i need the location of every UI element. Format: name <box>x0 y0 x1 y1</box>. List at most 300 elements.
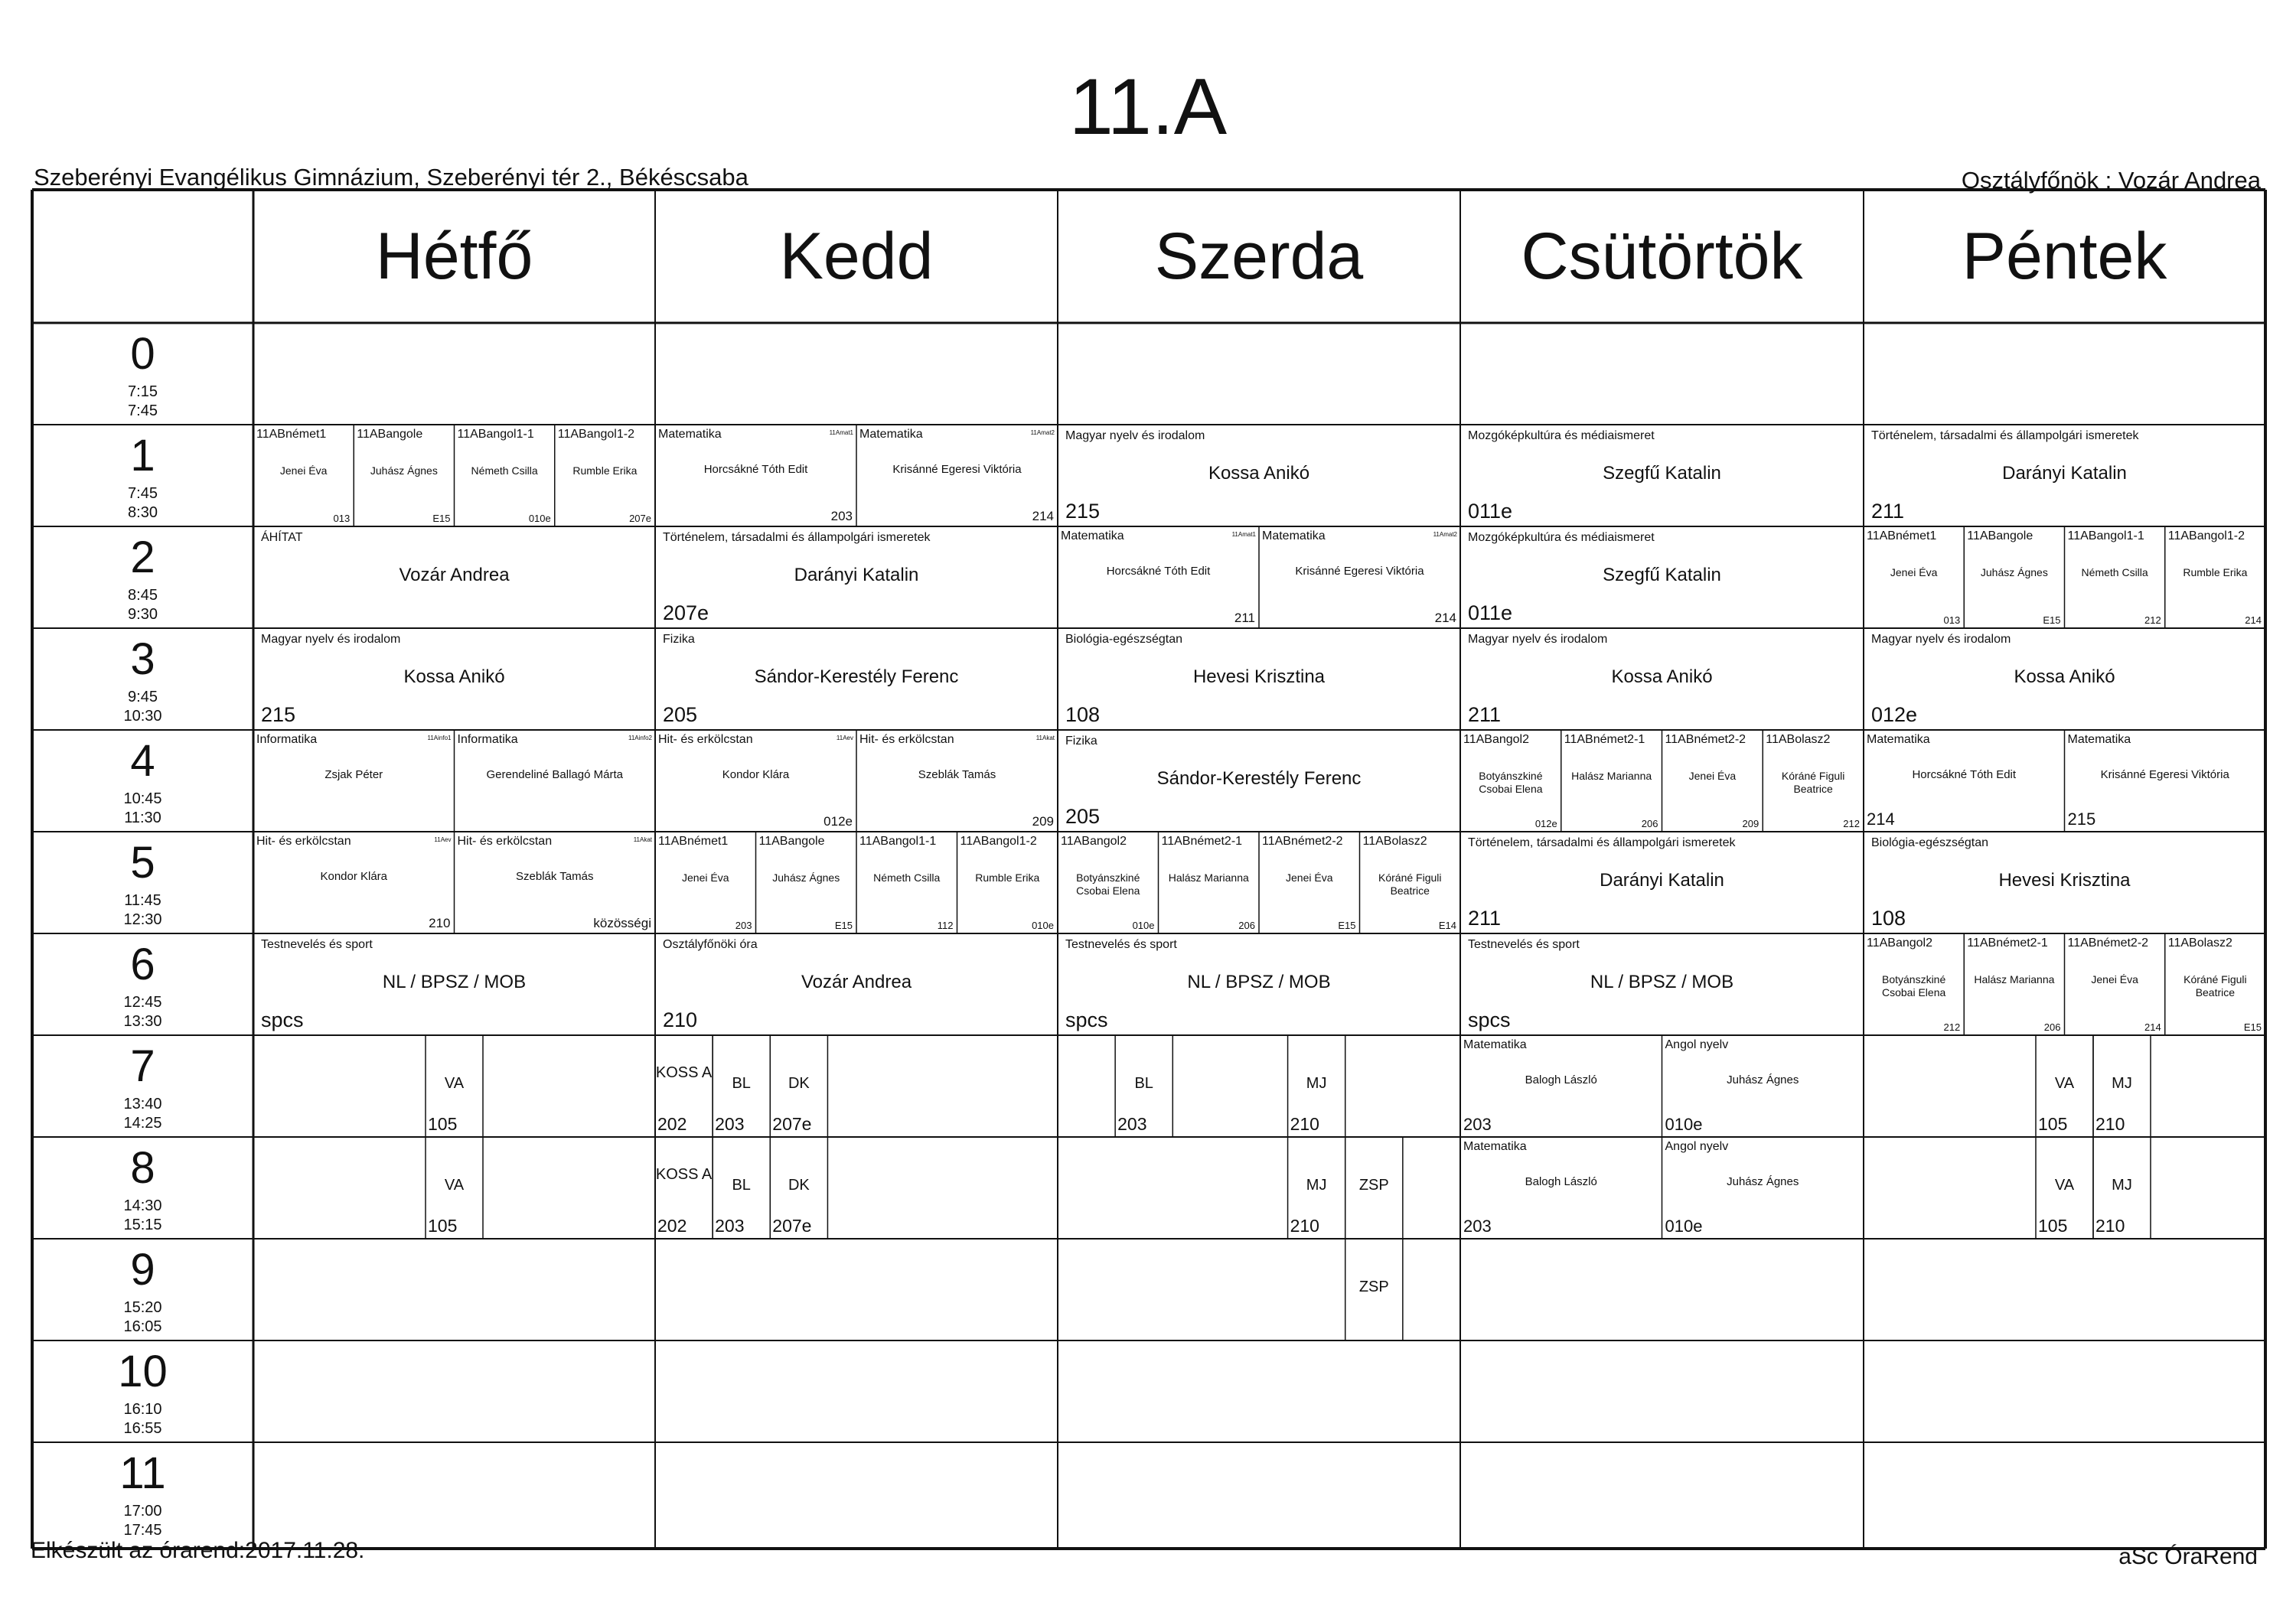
lesson-cell <box>1460 628 1864 730</box>
group-teacher: Jenei Éva <box>1890 566 1938 578</box>
group-name: Matematika <box>658 428 722 441</box>
lesson-room: 211 <box>1468 703 1502 726</box>
group-cell <box>1360 832 1461 933</box>
period-label <box>32 832 253 933</box>
group-room: 203 <box>1463 1115 1492 1134</box>
day-header-4: Péntek <box>1962 219 2167 293</box>
slot-room: 203 <box>1117 1114 1147 1134</box>
period-label <box>32 1239 253 1341</box>
group-cell <box>1662 730 1763 832</box>
period-number: 4 <box>130 736 155 786</box>
group-room: 214 <box>1867 810 1895 829</box>
group-cell <box>455 832 656 933</box>
slot-cell <box>770 1137 827 1239</box>
period-number: 3 <box>130 634 155 684</box>
lesson-subject: Magyar nyelv és irodalom <box>1468 633 1608 646</box>
slot-room: 202 <box>657 1216 687 1236</box>
group-room: 206 <box>1641 818 1658 829</box>
group-name: 11ABangol1-1 <box>859 835 937 848</box>
slot-teacher: MJ <box>2112 1075 2132 1092</box>
group-room: E15 <box>2043 614 2061 626</box>
lesson-room: spcs <box>261 1008 304 1031</box>
group-cell <box>354 425 454 526</box>
period-end-time: 16:55 <box>123 1420 162 1437</box>
group-teacher: Jenei Éva <box>1688 770 1737 782</box>
group-room: 214 <box>1032 509 1054 523</box>
group-cell <box>253 425 354 526</box>
lesson-subject: Osztályfőnöki óra <box>663 938 758 951</box>
lesson-room: 205 <box>1065 805 1101 828</box>
group-name: 11ABolasz2 <box>1362 835 1427 848</box>
group-cell <box>1259 526 1460 628</box>
slot-teacher: KOSS A <box>655 1166 713 1183</box>
slot-teacher: MJ <box>1306 1177 1327 1194</box>
lesson-room: 210 <box>663 1008 698 1031</box>
group-room: 010e <box>1032 920 1054 931</box>
group-name: 11ABnémet1 <box>256 428 327 441</box>
group-cell <box>1964 933 2064 1035</box>
group-teacher: Kóráné Figuli Beatrice <box>2183 973 2247 998</box>
group-cell <box>1058 832 1159 933</box>
day-header-1: Kedd <box>779 219 934 293</box>
lesson-room: 108 <box>1065 703 1101 726</box>
group-cell <box>655 425 856 526</box>
slot-cell <box>426 1035 483 1137</box>
period-end-time: 11:30 <box>124 810 161 826</box>
period-label <box>32 1442 253 1544</box>
group-cell <box>2065 526 2165 628</box>
group-teacher: Jenei Éva <box>2091 973 2138 985</box>
period-end-time: 17:45 <box>123 1522 162 1539</box>
period-start-time: 14:30 <box>123 1197 162 1214</box>
group-cell <box>1864 933 1964 1035</box>
period-start-time: 9:45 <box>128 689 158 705</box>
head-teacher: Osztályfőnök : Vozár Andrea <box>1961 167 2261 194</box>
group-cell <box>1460 730 1561 832</box>
period-number: 5 <box>130 838 155 888</box>
slot-teacher: VA <box>2054 1177 2075 1194</box>
lesson-room: spcs <box>1065 1008 1108 1031</box>
lesson-room: 012e <box>1871 703 1918 726</box>
group-teacher: Zsjak Péter <box>325 768 383 781</box>
period-start-time: 10:45 <box>123 790 162 807</box>
day-header-0: Hétfő <box>375 219 533 293</box>
group-cell <box>253 730 455 832</box>
slot-room: 210 <box>1290 1114 1319 1134</box>
group-room: 203 <box>735 920 752 931</box>
page-title: 11.A <box>1068 63 1228 151</box>
group-name: 11ABangol2 <box>1061 835 1127 848</box>
group-room: 012e <box>823 814 853 829</box>
period-number: 2 <box>130 533 155 582</box>
lesson-cell <box>1058 628 1460 730</box>
slot-teacher: DK <box>788 1177 810 1194</box>
group-cell <box>655 832 756 933</box>
group-name: Informatika <box>256 733 318 746</box>
lesson-subject: Testnevelés és sport <box>1065 938 1177 951</box>
slot-room: 105 <box>428 1216 458 1236</box>
group-name: 11ABnémet2-1 <box>1564 733 1645 746</box>
lesson-teacher: Vozár Andrea <box>399 565 510 585</box>
lesson-subject: Fizika <box>663 633 695 646</box>
group-room: 214 <box>2245 614 2262 626</box>
lesson-cell <box>1058 933 1460 1035</box>
group-cell <box>1058 526 1259 628</box>
period-number: 9 <box>130 1245 155 1295</box>
period-number: 8 <box>130 1143 155 1193</box>
lesson-subject: Történelem, társadalmi és állampolgári ismeretek <box>663 531 931 544</box>
day-header-2: Szerda <box>1154 219 1364 293</box>
group-teacher: Halász Marianna <box>1974 973 2055 985</box>
group-teacher: Balogh László <box>1525 1073 1597 1086</box>
lesson-subject: Testnevelés és sport <box>1468 938 1580 951</box>
group-cell <box>1561 730 1662 832</box>
group-name: Informatika <box>457 733 518 746</box>
group-teacher: Juhász Ágnes <box>370 464 438 477</box>
group-name: Matematika <box>1262 529 1326 542</box>
group-cell <box>455 730 656 832</box>
group-name: 11ABangol1-2 <box>960 835 1037 848</box>
group-name: Matematika <box>1463 1140 1527 1153</box>
slot-teacher: VA <box>444 1075 465 1092</box>
group-room: 010e <box>1665 1115 1703 1134</box>
lesson-cell <box>253 933 655 1035</box>
lesson-teacher: NL / BPSZ / MOB <box>1187 972 1331 992</box>
group-cell <box>1763 730 1864 832</box>
period-end-time: 10:30 <box>123 708 162 725</box>
lesson-room: 215 <box>1065 500 1101 523</box>
group-teacher: Rumble Erika <box>975 871 1040 884</box>
group-teacher: Rumble Erika <box>2183 566 2248 578</box>
lesson-teacher: NL / BPSZ / MOB <box>382 972 527 992</box>
group-name: 11ABolasz2 <box>2167 937 2232 950</box>
group-cell <box>856 730 1058 832</box>
group-room: 203 <box>1463 1217 1492 1236</box>
slot-cell <box>1288 1035 1345 1137</box>
lesson-teacher: Vozár Andrea <box>801 972 912 992</box>
period-end-time: 12:30 <box>123 911 162 928</box>
group-room: 212 <box>2144 614 2161 626</box>
group-room: 209 <box>1032 814 1054 829</box>
group-room: 210 <box>429 916 451 930</box>
lesson-cell <box>1460 425 1864 526</box>
slot-teacher: BL <box>1134 1075 1153 1092</box>
lesson-subject: Történelem, társadalmi és állampolgári ismeretek <box>1468 836 1736 849</box>
group-room: 203 <box>830 509 853 523</box>
slot-cell <box>655 1137 713 1239</box>
group-teacher: Gerendeliné Ballagó Márta <box>486 768 623 781</box>
group-name: Hit- és erkölcstan <box>658 733 753 746</box>
period-label <box>32 933 253 1035</box>
group-cell <box>2065 730 2266 832</box>
group-teacher: Botyánszkiné Csobai Elena <box>1076 871 1140 897</box>
slot-room: 210 <box>2095 1114 2125 1134</box>
group-room: E15 <box>432 513 451 524</box>
group-cell <box>655 730 856 832</box>
group-teacher: Németh Csilla <box>471 464 538 477</box>
group-name: 11ABnémet2-2 <box>1262 835 1343 848</box>
lesson-cell <box>1460 832 1864 933</box>
lesson-cell <box>655 628 1058 730</box>
group-teacher: Horcsákné Tóth Edit <box>703 463 808 476</box>
slot-cell <box>713 1035 770 1137</box>
group-teacher: Juhász Ágnes <box>1727 1175 1799 1188</box>
group-room: 214 <box>1434 611 1456 625</box>
lesson-cell <box>253 526 655 628</box>
lesson-teacher: Kossa Anikó <box>403 666 505 687</box>
group-teacher: Botyánszkiné Csobai Elena <box>1479 770 1543 795</box>
lesson-teacher: NL / BPSZ / MOB <box>1590 972 1734 992</box>
group-name: 11ABangole <box>758 835 825 848</box>
group-room: 212 <box>1943 1021 1961 1033</box>
slot-teacher: MJ <box>1306 1075 1327 1092</box>
lesson-room: 211 <box>1871 500 1905 523</box>
slot-room: 203 <box>715 1216 745 1236</box>
group-cell <box>1662 1137 1864 1239</box>
lesson-teacher: Hevesi Krisztina <box>1998 870 2131 891</box>
lesson-teacher: Sándor-Kerestély Ferenc <box>1156 768 1362 789</box>
slot-room: 105 <box>428 1114 458 1134</box>
group-teacher: Horcsákné Tóth Edit <box>1106 565 1211 578</box>
group-name: Angol nyelv <box>1665 1038 1729 1051</box>
group-name: 11ABnémet1 <box>658 835 729 848</box>
group-code: 11Aev <box>836 735 853 741</box>
group-teacher: Kóráné Figuli Beatrice <box>1378 871 1442 897</box>
lesson-teacher: Szegfű Katalin <box>1603 565 1721 585</box>
group-teacher: Botyánszkiné Csobai Elena <box>1881 973 1946 998</box>
group-teacher: Szeblák Tamás <box>516 870 594 883</box>
period-number: 0 <box>130 329 155 379</box>
slot-cell <box>2093 1137 2151 1239</box>
group-name: Matematika <box>859 428 923 441</box>
group-teacher: Horcsákné Tóth Edit <box>1912 768 2017 781</box>
group-code: 11Aev <box>434 836 452 843</box>
period-label <box>32 1341 253 1442</box>
slot-teacher: MJ <box>2112 1177 2132 1194</box>
school-name: Szeberényi Evangélikus Gimnázium, Szeberényi tér 2., Békéscsaba <box>34 164 748 191</box>
slot-cell <box>1288 1137 1345 1239</box>
group-teacher: Jenei Éva <box>1286 871 1333 884</box>
group-name: Matematika <box>1867 733 1930 746</box>
lesson-teacher: Szegfű Katalin <box>1603 463 1721 484</box>
group-name: Angol nyelv <box>1665 1140 1729 1153</box>
slot-room: 105 <box>2038 1114 2068 1134</box>
lesson-teacher: Sándor-Kerestély Ferenc <box>754 666 959 687</box>
group-cell <box>1460 1035 1662 1137</box>
group-code: 11Amat1 <box>829 429 853 436</box>
period-end-time: 15:15 <box>123 1217 162 1233</box>
group-teacher: Krisánné Egeresi Viktória <box>1295 565 1424 578</box>
group-teacher: Balogh László <box>1525 1175 1597 1188</box>
group-room: 212 <box>1843 818 1860 829</box>
group-name: 11ABangol2 <box>1463 733 1529 746</box>
lesson-subject: Magyar nyelv és irodalom <box>1871 633 2011 646</box>
group-teacher: Kondor Klára <box>320 870 388 883</box>
group-teacher: Krisánné Egeresi Viktória <box>892 463 1022 476</box>
group-name: 11ABangol2 <box>1867 937 1932 950</box>
group-cell <box>1864 730 2065 832</box>
group-teacher: Juhász Ágnes <box>1727 1073 1799 1086</box>
slot-room: 207e <box>772 1216 812 1236</box>
group-name: 11ABangol1-1 <box>457 428 534 441</box>
lesson-subject: Biológia-egészségtan <box>1871 836 1988 849</box>
lesson-teacher: Darányi Katalin <box>1600 870 1724 891</box>
lesson-cell <box>1864 832 2265 933</box>
group-teacher: Németh Csilla <box>2081 566 2148 578</box>
slot-cell <box>2093 1035 2151 1137</box>
lesson-teacher: Kossa Anikó <box>1208 463 1310 484</box>
group-room: 206 <box>1238 920 1255 931</box>
slot-cell <box>1115 1035 1172 1137</box>
group-name: 11ABangole <box>357 428 423 441</box>
slot-teacher: VA <box>2054 1075 2075 1092</box>
group-name: 11ABangole <box>1967 529 2033 542</box>
slot-teacher: ZSP <box>1358 1279 1389 1295</box>
lesson-cell <box>655 933 1058 1035</box>
period-number: 6 <box>130 940 155 989</box>
period-start-time: 7:15 <box>128 383 158 400</box>
group-name: 11ABangol1-1 <box>2067 529 2144 542</box>
period-end-time: 8:30 <box>128 504 158 521</box>
group-name: 11ABolasz2 <box>1766 733 1831 746</box>
group-teacher: Krisánné Egeresi Viktória <box>2100 768 2229 781</box>
group-name: Matematika <box>1061 529 1124 542</box>
group-code: 11Akat <box>633 836 652 843</box>
group-name: Matematika <box>2067 733 2131 746</box>
slot-cell <box>426 1137 483 1239</box>
group-code: 11Ainfo1 <box>427 735 452 741</box>
software-credit: aSc ÓraRend <box>2118 1544 2258 1569</box>
lesson-cell <box>655 526 1058 628</box>
period-label <box>32 730 253 832</box>
group-room: 010e <box>528 513 551 524</box>
slot-room: 210 <box>1290 1216 1319 1236</box>
period-number: 1 <box>130 431 155 480</box>
group-name: 11ABnémet2-1 <box>1161 835 1243 848</box>
group-cell <box>856 425 1058 526</box>
lesson-subject: Testnevelés és sport <box>261 938 373 951</box>
group-teacher: Kóráné Figuli Beatrice <box>1781 770 1845 795</box>
period-label <box>32 526 253 628</box>
group-cell <box>2165 526 2265 628</box>
created-date: Elkészült az órarend:2017.11.28. <box>31 1538 365 1563</box>
group-code: 11Amat2 <box>1433 531 1457 538</box>
group-room: közösségi <box>593 916 651 930</box>
group-cell <box>2165 933 2265 1035</box>
group-code: 11Akat <box>1035 735 1055 741</box>
lesson-subject: Magyar nyelv és irodalom <box>1065 429 1205 442</box>
slot-room: 105 <box>2038 1216 2068 1236</box>
lesson-subject: Mozgóképkultúra és médiaismeret <box>1468 531 1655 544</box>
slot-cell <box>2036 1035 2093 1137</box>
group-room: 209 <box>1742 818 1760 829</box>
group-code: 11Ainfo2 <box>628 735 652 741</box>
group-teacher: Halász Marianna <box>1168 871 1249 884</box>
lesson-teacher: Darányi Katalin <box>794 565 919 585</box>
lesson-room: 207e <box>663 601 709 624</box>
lesson-room: spcs <box>1468 1008 1511 1031</box>
period-end-time: 7:45 <box>128 402 158 419</box>
lesson-cell <box>1058 730 1460 832</box>
group-room: 010e <box>1665 1217 1703 1236</box>
group-teacher: Halász Marianna <box>1571 770 1652 782</box>
period-start-time: 11:45 <box>124 892 161 909</box>
lesson-cell <box>1460 526 1864 628</box>
lesson-room: 205 <box>663 703 698 726</box>
group-cell <box>555 425 655 526</box>
period-end-time: 14:25 <box>123 1115 162 1132</box>
group-room: 013 <box>1943 614 1961 626</box>
group-teacher: Kondor Klára <box>722 768 790 781</box>
group-teacher: Juhász Ágnes <box>1980 566 2048 578</box>
group-cell <box>2065 933 2165 1035</box>
group-teacher: Jenei Éva <box>279 464 328 477</box>
period-start-time: 16:10 <box>123 1401 162 1418</box>
slot-cell <box>1345 1137 1403 1239</box>
lesson-room: 011e <box>1468 601 1513 624</box>
lesson-subject: Történelem, társadalmi és állampolgári ismeretek <box>1871 429 2139 442</box>
slot-teacher: BL <box>732 1075 751 1092</box>
period-start-time: 17:00 <box>123 1503 162 1520</box>
slot-room: 207e <box>772 1114 812 1134</box>
period-number: 10 <box>118 1347 168 1396</box>
group-name: 11ABangol1-2 <box>2167 529 2245 542</box>
lesson-subject: Fizika <box>1065 735 1097 748</box>
lesson-cell <box>1864 425 2265 526</box>
group-name: 11ABnémet2-1 <box>1967 937 2048 950</box>
group-teacher: Szeblák Tamás <box>918 768 996 781</box>
slot-teacher: VA <box>444 1177 465 1194</box>
group-cell <box>455 425 555 526</box>
period-label <box>32 1137 253 1239</box>
lesson-subject: Biológia-egészségtan <box>1065 633 1182 646</box>
group-name: Hit- és erkölcstan <box>457 835 553 848</box>
period-label <box>32 1035 253 1137</box>
period-end-time: 9:30 <box>128 606 158 623</box>
period-end-time: 13:30 <box>123 1013 162 1030</box>
lesson-subject: Magyar nyelv és irodalom <box>261 633 401 646</box>
group-room: E15 <box>834 920 853 931</box>
lesson-subject: ÁHÍTAT <box>261 531 303 544</box>
group-room: 215 <box>2067 810 2096 829</box>
slot-cell <box>713 1137 770 1239</box>
slot-cell <box>770 1035 827 1137</box>
day-header-3: Csütörtök <box>1521 219 1803 293</box>
group-cell <box>253 832 455 933</box>
group-teacher: Németh Csilla <box>873 871 941 884</box>
slot-teacher: KOSS A <box>655 1064 713 1081</box>
period-label <box>32 425 253 526</box>
lesson-cell <box>1460 933 1864 1035</box>
group-name: Hit- és erkölcstan <box>859 733 954 746</box>
lesson-room: 215 <box>261 703 296 726</box>
lesson-room: 211 <box>1468 907 1502 930</box>
slot-room: 203 <box>715 1114 745 1134</box>
group-cell <box>1964 526 2064 628</box>
lesson-cell <box>1058 425 1460 526</box>
group-name: Matematika <box>1463 1038 1527 1051</box>
slot-teacher: DK <box>788 1075 810 1092</box>
lesson-teacher: Kossa Anikó <box>2014 666 2115 687</box>
lesson-cell <box>1864 628 2265 730</box>
group-room: 112 <box>937 920 954 931</box>
slot-room: 202 <box>657 1114 687 1134</box>
slot-teacher: ZSP <box>1358 1177 1389 1194</box>
group-room: 013 <box>333 513 351 524</box>
period-start-time: 7:45 <box>128 485 158 502</box>
group-room: 206 <box>2043 1021 2061 1033</box>
slot-cell <box>1345 1239 1403 1341</box>
